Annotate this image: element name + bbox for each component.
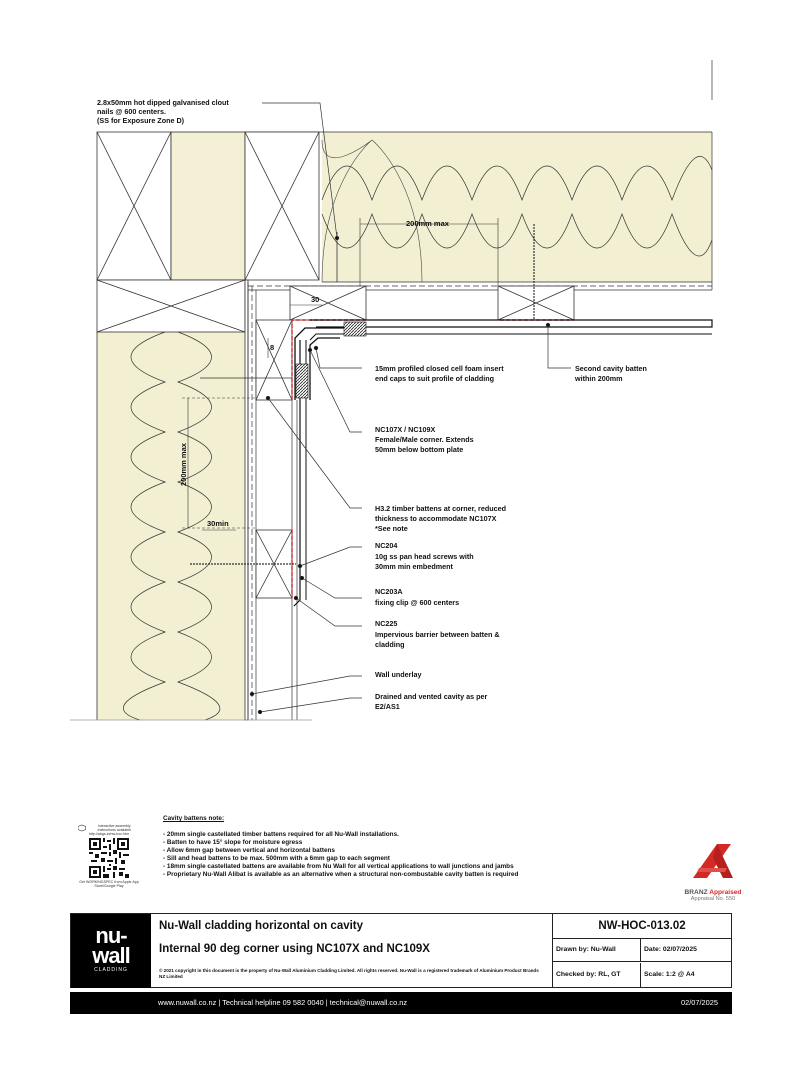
svg-text:end caps to suit profile of cl: end caps to suit profile of cladding	[375, 374, 495, 383]
note-item: - Proprietary Nu-Wall Alibat is available as an alternative when a structural non-combustable cavity batten is required	[163, 871, 519, 878]
qr-bottom-text: Get WORKINGSPEC from Apple App Store/Google Play	[79, 880, 139, 888]
title-block	[70, 913, 732, 988]
svg-text:nails @ 600 centers.: nails @ 600 centers.	[97, 107, 166, 116]
callout-barrier	[375, 619, 500, 649]
branz-logo-icon	[687, 838, 739, 882]
drawing-number: NW-HOC-013.02	[553, 914, 731, 939]
svg-text:within 200mm: within 200mm	[575, 374, 623, 383]
qr-top-text: interactive assembly instructions available	[97, 823, 132, 832]
note-item: - Allow 6mm gap between vertical and horizontal battens	[163, 847, 335, 854]
svg-text:30mm min embedment: 30mm min embedment	[375, 562, 453, 571]
note-item: - 18mm single castellated battens are available from Nu Wall for all vertical applications to wall junctions and jambs	[163, 863, 514, 870]
callout-screw	[375, 541, 474, 571]
svg-text:10g ss pan head screws with: 10g ss pan head screws with	[375, 552, 474, 561]
callout-underlay	[375, 670, 421, 679]
svg-text:Impervious barrier between bat: Impervious barrier between batten &	[375, 630, 500, 639]
note-item: - Batten to have 15° slope for moisture egress	[163, 839, 303, 846]
dim-30min: 30min	[207, 519, 229, 528]
dim-30-top: 30	[311, 295, 320, 304]
footer-contact[interactable]: www.nuwall.co.nz | Technical helpline 09 582 0040 | technical@nuwall.co.nz	[158, 998, 408, 1007]
date: Date: 02/07/2025	[641, 938, 731, 962]
callout-second-batten	[574, 364, 647, 383]
dim-8: 8	[270, 343, 275, 352]
qr-url: http://abgs.io/nw-hoc.htm	[88, 832, 130, 836]
svg-text:2.8x50mm hot dipped galvanised: 2.8x50mm hot dipped galvanised clout	[97, 98, 229, 107]
branz-number: Appraisal No. 550	[690, 896, 736, 902]
svg-text:thickness to accommodate NC107: thickness to accommodate NC107X	[375, 514, 497, 523]
scale: Scale: 1:2 @ A4	[644, 971, 695, 978]
checked-by: Checked by: RL, GT	[553, 963, 641, 987]
cladding	[294, 320, 712, 606]
notes-title: Cavity battens note:	[163, 815, 225, 822]
svg-text:cladding: cladding	[375, 640, 405, 649]
footer-date: 02/07/2025	[681, 998, 718, 1007]
branz-appraised-mark	[678, 838, 748, 908]
drawing-title: Nu-Wall cladding horizontal on cavity	[159, 920, 364, 932]
callout-foam	[375, 364, 504, 383]
svg-text:Second cavity batten: Second cavity batten	[575, 364, 647, 373]
svg-text:E2/AS1: E2/AS1	[375, 702, 400, 711]
cube-icon	[78, 824, 86, 832]
svg-text:(SS for Exposure Zone D): (SS for Exposure Zone D)	[97, 116, 185, 125]
footer-bar	[70, 992, 732, 1014]
dim-200-horizontal: 200mm max	[406, 219, 449, 228]
callout-corner	[375, 425, 474, 454]
svg-text:Drained and vented cavity as p: Drained and vented cavity as per	[375, 692, 488, 701]
callout-clip	[375, 587, 459, 607]
svg-text:15mm profiled closed cell foam: 15mm profiled closed cell foam insert	[375, 364, 504, 373]
note-item: - 20mm single castellated timber battens required for all Nu-Wall installations.	[163, 831, 399, 838]
svg-text:*See note: *See note	[375, 524, 408, 533]
dim-200-vertical: 200mm max	[179, 443, 188, 486]
svg-text:NC225: NC225	[375, 619, 398, 628]
cavity-battens-notes	[163, 815, 633, 879]
svg-text:NC203A: NC203A	[375, 587, 403, 596]
branz-appraised: Appraised	[709, 889, 742, 896]
svg-text:H3.2 timber battens at corner,: H3.2 timber battens at corner, reduced	[375, 504, 507, 513]
callout-cavity	[375, 692, 487, 711]
drawing-subtitle: Internal 90 deg corner using NC107X and NC109X	[159, 943, 430, 955]
qr-code-block[interactable]	[78, 823, 140, 905]
svg-text:fixing clip @ 600 centers: fixing clip @ 600 centers	[375, 598, 460, 607]
title-main	[151, 914, 553, 988]
svg-text:NC107X / NC109X: NC107X / NC109X	[375, 425, 436, 434]
svg-text:Wall underlay: Wall underlay	[375, 670, 422, 679]
branz-label: BRANZ	[684, 889, 708, 896]
callout-timber	[375, 504, 506, 533]
title-info	[553, 914, 733, 988]
svg-text:Female/Male corner. Extends: Female/Male corner. Extends	[375, 435, 474, 444]
callout-nails	[97, 98, 229, 125]
drawn-by: Drawn by: Nu-Wall	[553, 938, 641, 962]
nu-wall-logo: nu- wall CLADDING	[71, 914, 151, 988]
note-item: - Sill and head battens to be max. 500mm with a 6mm gap to each segment	[163, 855, 390, 862]
copyright-text: © 2021 copyright in this document is the property of Nu-Wall Aluminium Cladding Limited. All rights reserved. Nu-Wall is a registered trademark of Aluminium Product Brands NZ Limited	[159, 968, 539, 979]
svg-text:50mm below bottom plate: 50mm below bottom plate	[375, 445, 464, 454]
svg-text:NC204: NC204	[375, 541, 398, 550]
qr-code-icon[interactable]	[89, 838, 129, 878]
